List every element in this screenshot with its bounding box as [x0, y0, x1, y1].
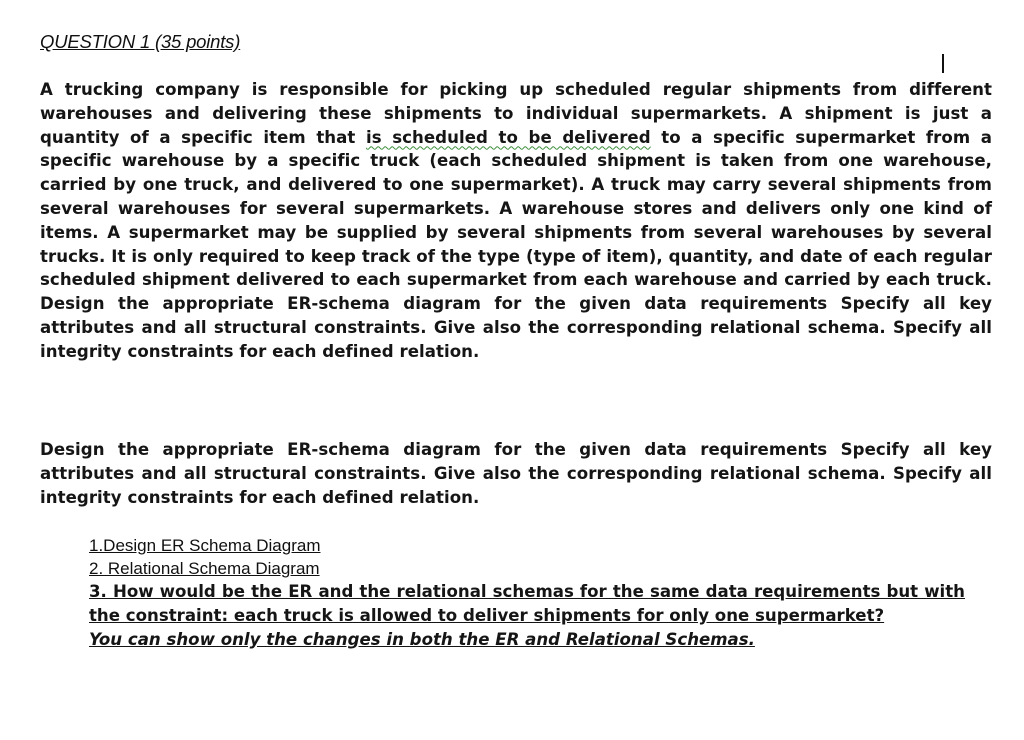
question-heading: QUESTION 1 (35 points): [40, 31, 241, 52]
task-list: [89, 534, 965, 651]
instruction-paragraph: Design the appropriate ER-schema diagram for the given data requirements Specify all key attributes and all structural constraints. Give also the corresponding relational schema. Specify all integrity constraints for each defined relation.: [40, 440, 992, 507]
paragraph-text-start: A trucking company is responsible for picking up scheduled regular shipments from different warehouses and delivering these shipments to individual supermarkets. A shipment is just a quantity of a specific item that: [40, 80, 992, 147]
task-item-constraint-question: 3. How would be the ER and the relational schemas for the same data requirements but with the constraint: each truck is allowed to deliver shipments for only one supermarket?: [89, 582, 965, 625]
task-note: You can show only the changes in both the ER and Relational Schemas.: [89, 629, 755, 649]
task-item-er-diagram: 1.Design ER Schema Diagram: [89, 536, 321, 555]
task-item-relational-schema: 2. Relational Schema Diagram: [89, 559, 320, 578]
text-cursor: [942, 54, 944, 73]
question-paragraph: [40, 78, 992, 364]
paragraph-text-end: to a specific supermarket from a specific warehouse by a specific truck (each scheduled shipment is taken from one warehouse, carried by one truck, and delivered to one supermarket). A truck may carry several shipments from several warehouses for several supermarkets. A warehouse stores and delivers only one kind of items. A supermarket may be supplied by several shipments from several warehouses by several trucks. It is only required to keep track of the type (type of item), quantity, and date of each regular scheduled shipment delivered to each supermarket from each warehouse and carried by each truck. Design the appropriate ER-schema diagram for the given data requirements Specify all key attributes and all structural constraints. Give also the corresponding relational schema. Specify all integrity constraints for each defined relation.: [40, 127, 992, 361]
spellcheck-underlined-text[interactable]: is scheduled to be delivered: [365, 127, 651, 147]
